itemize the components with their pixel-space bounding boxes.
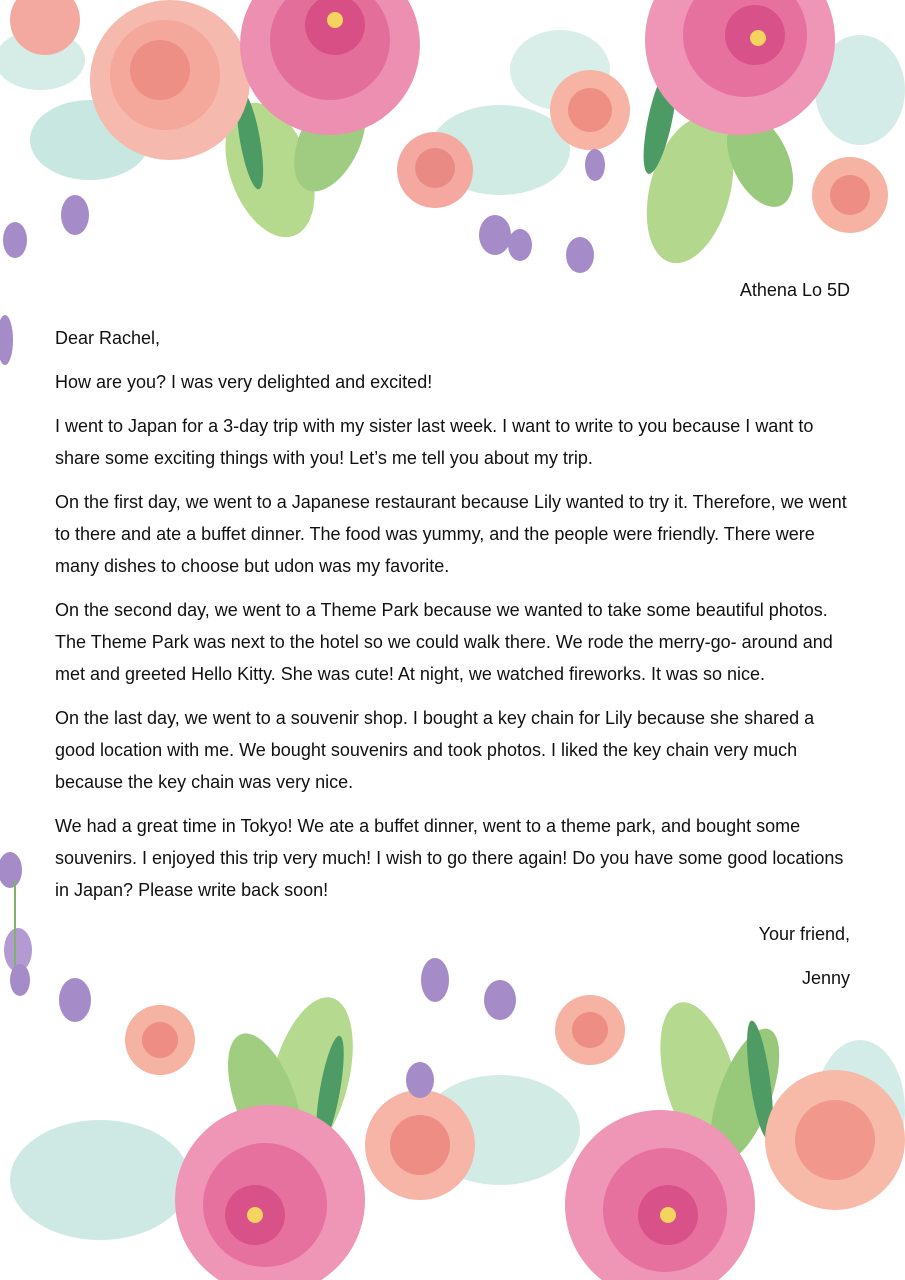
- floral-accent-left: [0, 300, 20, 380]
- signature: Jenny: [801, 968, 850, 988]
- closing: Your friend,: [758, 924, 850, 944]
- letter-body: [55, 322, 850, 1006]
- floral-border-top: [0, 0, 905, 305]
- greeting: Dear Rachel,: [55, 328, 161, 348]
- paragraph: On the second day, we went to a Theme Park because we wanted to take some beautiful photos. The Theme Park was next to the hotel so we could walk there. We rode the merry-go- around and met and greeted Hello Kitty. She was cute! At night, we watched fireworks. It was so nice.: [55, 600, 833, 684]
- paragraph: We had a great time in Tokyo! We ate a buffet dinner, went to a theme park, and bought some souvenirs. I enjoyed this trip very much! I wish to go there again! Do you have some good locations in Japan? Please write back soon!: [55, 816, 844, 900]
- paragraph: How are you? I was very delighted and excited!: [55, 372, 433, 392]
- paragraph: On the last day, we went to a souvenir shop. I bought a key chain for Lily because she shared a good location with me. We bought souvenirs and took photos. I liked the key chain very much because the key chain was very nice.: [55, 708, 815, 792]
- paragraph: I went to Japan for a 3-day trip with my sister last week. I want to write to you because I want to share some exciting things with you! Let’s me tell you about my trip.: [55, 416, 814, 468]
- author-name: Athena Lo 5D: [739, 280, 850, 300]
- paragraph: On the first day, we went to a Japanese restaurant because Lily wanted to try it. Therefore, we went to there and ate a buffet dinner. The food was yummy, and the people were friendly. There were many dishes to choose but udon was my favorite.: [55, 492, 847, 576]
- floral-accent-left-lower: [0, 840, 40, 980]
